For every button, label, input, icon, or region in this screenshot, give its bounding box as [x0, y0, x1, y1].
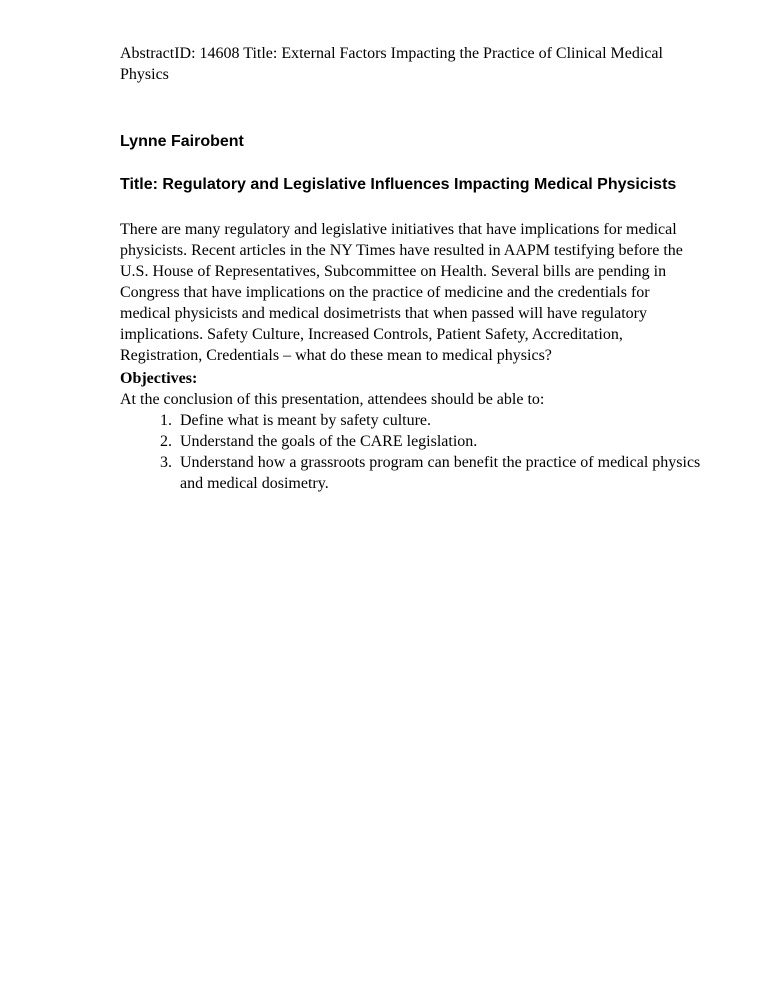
objective-number: 2. — [160, 433, 172, 450]
presentation-title: Title: Regulatory and Legislative Influences Impacting Medical Physicists — [120, 176, 677, 193]
objectives-heading: Objectives: — [120, 370, 198, 387]
objective-text — [180, 431, 680, 452]
objectives-intro: At the conclusion of this presentation, attendees should be able to: — [120, 391, 545, 408]
objective-number: 1. — [160, 412, 172, 429]
header-line-1: AbstractID: 14608 Title: External Factors Impacting the Practice of Clinical Medical — [120, 45, 663, 62]
abstract-body — [120, 219, 683, 366]
abstract-line: U.S. House of Representatives, Subcommittee on Health. Several bills are pending in — [120, 263, 667, 280]
abstract-line: medical physicists and medical dosimetrists that when passed will have regulatory — [120, 305, 647, 322]
abstract-line: Registration, Credentials – what do these mean to medical physics? — [120, 347, 552, 364]
objective-line: Define what is meant by safety culture. — [180, 412, 432, 429]
objective-text — [180, 410, 680, 431]
abstract-header — [120, 43, 663, 85]
abstract-line: implications. Safety Culture, Increased Controls, Patient Safety, Accreditation, — [120, 326, 623, 343]
objective-line: Understand how a grassroots program can benefit the practice of medical physics — [180, 454, 701, 471]
objectives-list — [120, 410, 701, 494]
abstract-line: physicists. Recent articles in the NY Times have resulted in AAPM testifying before the — [120, 242, 683, 259]
author-name: Lynne Fairobent — [120, 133, 244, 150]
abstract-line: Congress that have implications on the practice of medicine and the credentials for — [120, 284, 650, 301]
objective-line: and medical dosimetry. — [180, 475, 329, 492]
abstract-line: There are many regulatory and legislative initiatives that have implications for medical — [120, 221, 677, 238]
objective-text — [180, 452, 701, 494]
objective-item — [120, 452, 701, 494]
objective-item — [120, 410, 680, 431]
objective-item — [120, 431, 680, 452]
objective-line: Understand the goals of the CARE legislation. — [180, 433, 478, 450]
header-line-2: Physics — [120, 66, 169, 83]
objective-number: 3. — [160, 454, 172, 471]
